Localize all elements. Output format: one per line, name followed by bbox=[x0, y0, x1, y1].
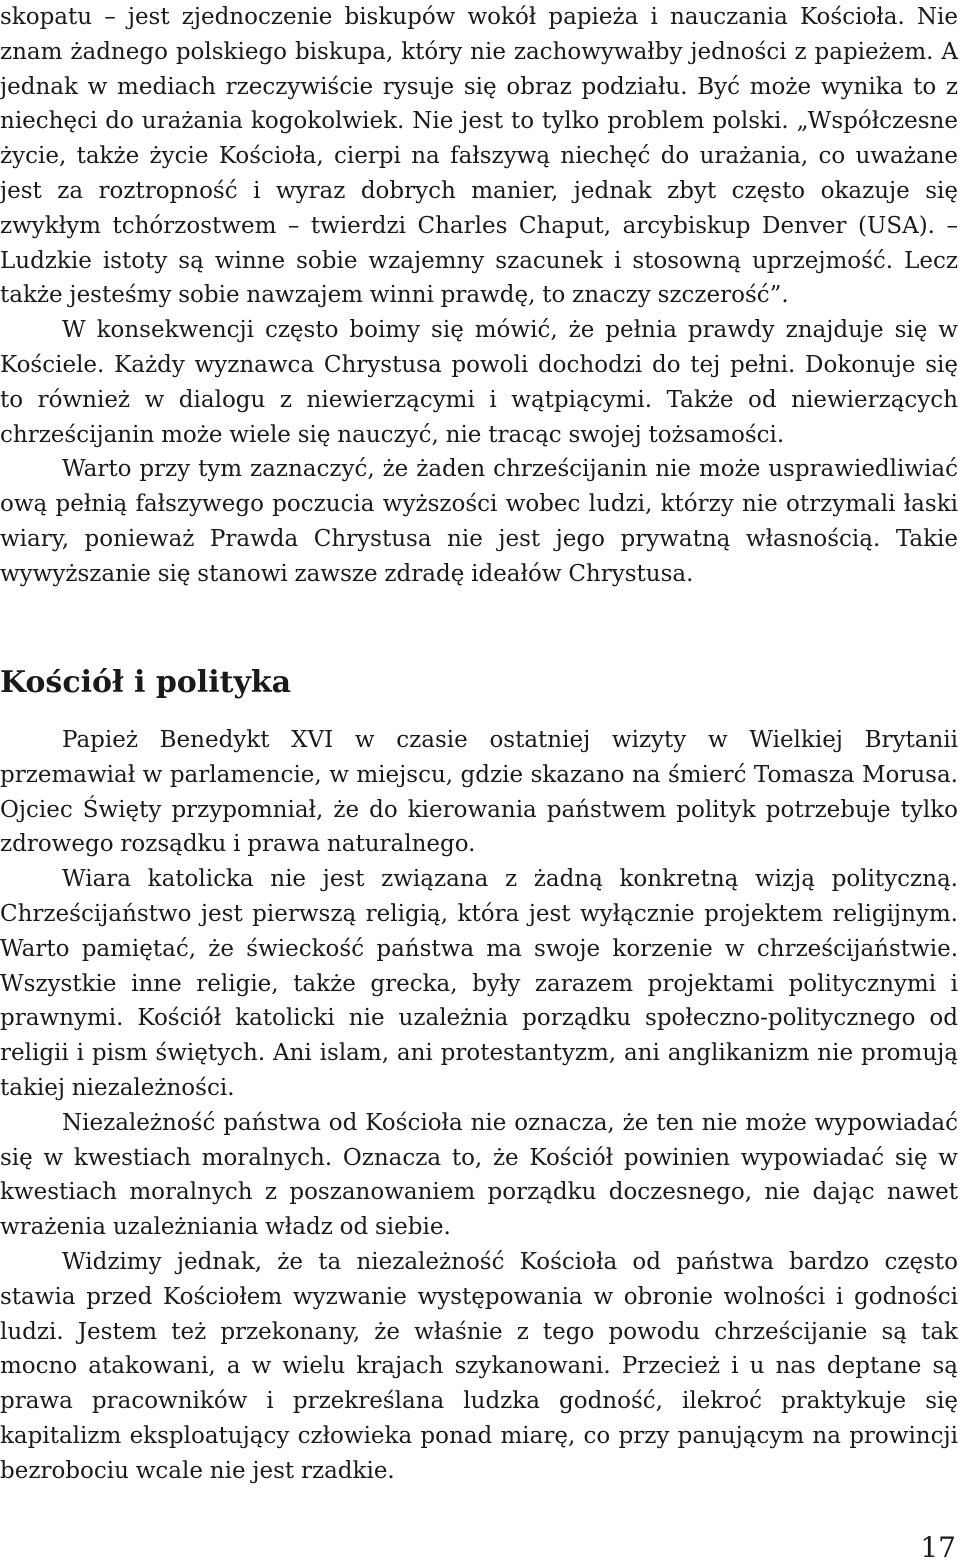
paragraph: Wiara katolicka nie jest związana z żadną konkretną wizją polityczną. Chrześcijaństwo jest pierwszą religią, która jest wyłącznie projektem religijnym. Warto pamiętać, że świeckość państwa ma swoje korzenie w chrześcijaństwie. Wszystkie inne religie, także grecka, były zarazem projektami politycznymi i prawnymi. Kościół katolicki nie uzależnia porządku społeczno-politycznego od religii i pism świętych. Ani islam, ani protestantyzm, ani anglikanizm nie promują takiej niezależności. bbox=[0, 866, 958, 1101]
page-number: 17 bbox=[920, 1531, 956, 1564]
paragraph: skopatu – jest zjednoczenie biskupów wokół papieża i nauczania Kościoła. Nie znam żadnego polskiego biskupa, który nie zachowywałby jedności z papieżem. A jednak w mediach rzeczywiście rysuje się obraz podziału. Być może wynika to z niechęci do urażania kogokolwiek. Nie jest to tylko problem polski. „Współczesne życie, także życie Kościoła, cierpi na fałszywą niechęć do urażania, co uważane jest za roztropność i wyraz dobrych manier, jednak zbyt często okazuje się zwykłym tchórzostwem – twierdzi Charles Chaput, arcybiskup Denver (USA). – Ludzkie istoty są winne sobie wzajemny szacunek i stosowną uprzejmość. Lecz także jesteśmy sobie nawzajem winni prawdę, to znaczy szczerość”. bbox=[0, 4, 958, 309]
paragraph: Niezależność państwa od Kościoła nie oznacza, że ten nie może wypowiadać się w kwestiach moralnych. Oznacza to, że Kościół powinien wypowiadać się w kwestiach moralnych z poszanowaniem porządku doczesnego, nie dając nawet wrażenia uzależniania władz od siebie. bbox=[0, 1109, 958, 1241]
paragraph: Warto przy tym zaznaczyć, że żaden chrześcijanin nie może usprawiedliwiać ową pełnią fałszywego poczucia wyższości wobec ludzi, którzy nie otrzymali łaski wiary, ponieważ Prawda Chrystusa nie jest jego prywatną własnością. Takie wywyższanie się stanowi zawsze zdradę ideałów Chrystusa. bbox=[0, 456, 958, 587]
paragraph: W konsekwencji często boimy się mówić, że pełnia prawdy znajduje się w Kościele. Każdy wyznawca Chrystusa powoli dochodzi do tej pełni. Dokonuje się to również w dialogu z niewierzącymi i wątpiącymi. Także od niewierzących chrześcijanin może wiele się nauczyć, nie tracąc swojej tożsamości. bbox=[0, 317, 958, 448]
paragraph: Papież Benedykt XVI w czasie ostatniej wizyty w Wielkiej Brytanii przemawiał w parlamencie, w miejscu, gdzie skazano na śmierć Tomasza Morusa. Ojciec Święty przypomniał, że do kierowania państwem polityk potrzebuje tylko zdrowego rozsądku i prawa naturalnego. bbox=[0, 727, 958, 858]
body-text-bottom bbox=[0, 723, 958, 1489]
body-text-top bbox=[0, 0, 958, 592]
section-heading: Kościół i polityka bbox=[0, 665, 292, 700]
paragraph: Widzimy jednak, że ta niezależność Kościoła od państwa bardzo często stawia przed Kościołem wyzwanie występowania w obronie wolności i godności ludzi. Jestem też przekonany, że właśnie z tego powodu chrześcijanie są tak mocno atakowani, a w wielu krajach szykanowani. Przecież i u nas deptane są prawa pracowników i przekreślana ludzka godność, ilekroć praktykuje się kapitalizm eksploatujący człowieka ponad miarę, co przy panującym na prowincji bezrobociu wcale nie jest rzadkie. bbox=[0, 1248, 958, 1484]
